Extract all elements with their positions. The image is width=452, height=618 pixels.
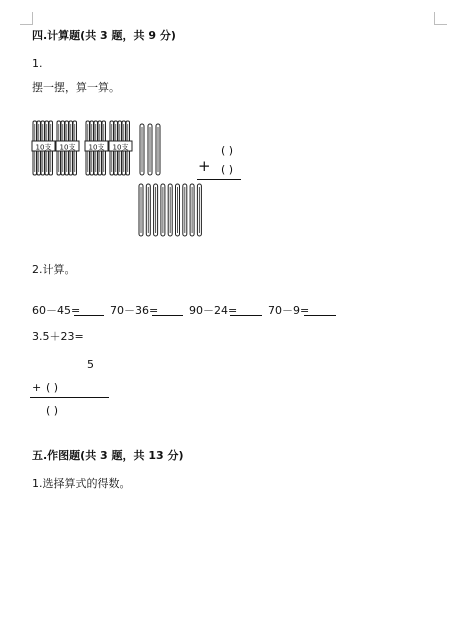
question-1-number: 1. xyxy=(32,57,43,70)
q2-column-middle-blank: ( ) xyxy=(46,381,59,394)
q2-line1-expr-3: 90－24= xyxy=(189,304,238,317)
q1-plus-sign: + xyxy=(198,157,211,175)
question-1-instruction: 摆一摆，算一算。 xyxy=(32,81,120,94)
q2-column-top-number: 5 xyxy=(87,358,94,371)
q2-answer-blank-4[interactable] xyxy=(304,305,336,316)
bundle-label: 10支 xyxy=(112,143,129,152)
section-5-question-1: 1.选择算式的得数。 xyxy=(32,477,131,490)
q1-column-top-blank: ( ) xyxy=(221,144,234,157)
q2-line1-expr-1: 60－45= xyxy=(32,304,81,317)
q1-sum-line xyxy=(197,179,241,180)
q2-answer-blank-2[interactable] xyxy=(152,305,183,316)
bundle-label: 10支 xyxy=(59,143,76,152)
q2-line2-expr: 3.5＋23= xyxy=(32,330,84,343)
question-2-label: 2.计算。 xyxy=(32,263,76,276)
bundle-label: 10支 xyxy=(35,143,52,152)
q2-column-plus: + xyxy=(32,381,42,394)
q2-answer-blank-1[interactable] xyxy=(74,305,104,316)
section-4-heading: 四.计算题(共 3 题，共 9 分) xyxy=(32,29,176,42)
q2-sum-line xyxy=(30,397,109,398)
q2-line1-expr-2: 70－36= xyxy=(110,304,159,317)
bundle-label: 10支 xyxy=(88,143,105,152)
q1-column-bottom-blank: ( ) xyxy=(221,163,234,176)
section-5-heading: 五.作图题(共 3 题，共 13 分) xyxy=(32,449,184,462)
q2-line1-expr-4: 70－9= xyxy=(268,304,310,317)
q2-answer-blank-3[interactable] xyxy=(230,305,262,316)
q2-column-result-blank: ( ) xyxy=(46,404,59,417)
